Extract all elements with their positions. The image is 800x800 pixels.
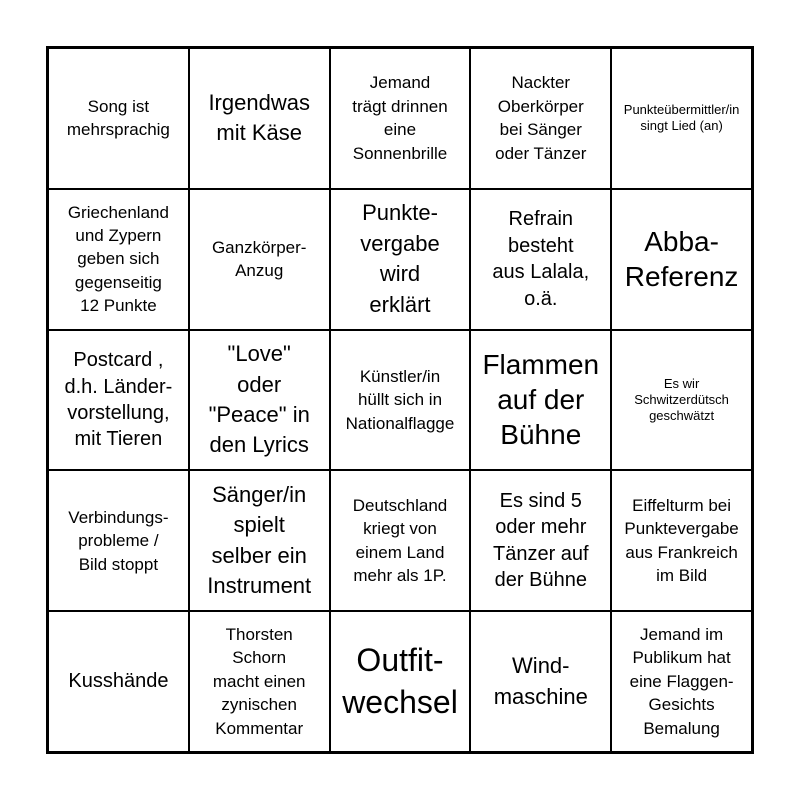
bingo-cell-text: Irgendwas mit Käse [208, 90, 310, 146]
bingo-cell[interactable] [611, 330, 752, 471]
bingo-cell-text: Punkteübermittler/in singt Lied (an) [623, 102, 740, 134]
bingo-cell[interactable] [189, 48, 330, 189]
bingo-cell[interactable] [48, 48, 189, 189]
bingo-cell[interactable] [470, 611, 611, 752]
bingo-cell-text: Ganzkörper- Anzug [211, 237, 307, 281]
bingo-cell[interactable] [189, 470, 330, 611]
bingo-cell[interactable] [611, 48, 752, 189]
bingo-cell[interactable] [189, 611, 330, 752]
bingo-cell-text: Song ist mehrsprachig [66, 96, 170, 140]
bingo-cell-text: Outfit- wechsel [342, 642, 458, 720]
bingo-cell[interactable] [470, 470, 611, 611]
bingo-cell-text: Flammen auf der Bühne [482, 349, 600, 451]
bingo-cell-text: Es sind 5 oder mehr Tänzer auf der Bühne [492, 490, 589, 592]
bingo-cell[interactable] [48, 330, 189, 471]
bingo-cell-text: Abba- Referenz [624, 226, 739, 293]
bingo-cell-text: Sänger/in spielt selber ein Instrument [207, 482, 312, 599]
bingo-cell[interactable] [611, 189, 752, 330]
bingo-cell[interactable] [189, 189, 330, 330]
bingo-cell-text: Wind- maschine [493, 653, 588, 709]
bingo-cell[interactable] [470, 48, 611, 189]
bingo-cell[interactable] [470, 330, 611, 471]
bingo-cell-text: Kusshände [68, 670, 169, 693]
bingo-cell[interactable] [611, 611, 752, 752]
bingo-cell-text: Eiffelturm bei Punktevergabe aus Frankreich im Bild [624, 495, 739, 586]
bingo-cell[interactable] [330, 330, 471, 471]
bingo-cell-text: "Love" oder "Peace" in den Lyrics [208, 341, 310, 458]
bingo-cell[interactable] [48, 470, 189, 611]
bingo-cell-text: Verbindungs- probleme / Bild stoppt [68, 507, 169, 574]
bingo-cell-text: Punkte- vergabe wird erklärt [360, 200, 440, 317]
bingo-cell[interactable] [470, 189, 611, 330]
bingo-cell-text: Griechenland und Zypern geben sich gegenseitig 12 Punkte [67, 202, 169, 316]
bingo-cell-text: Künstler/in hüllt sich in Nationalflagge [345, 366, 455, 433]
bingo-cell[interactable] [330, 611, 471, 752]
bingo-cell-text: Deutschland kriegt von einem Land mehr als 1P. [352, 495, 448, 586]
bingo-cell-text: Nackter Oberkörper bei Sänger oder Tänzer [495, 73, 587, 163]
bingo-cell[interactable] [48, 189, 189, 330]
bingo-cell-text: Postcard , d.h. Länder- vorstellung, mit Tieren [64, 349, 173, 451]
bingo-cell[interactable] [330, 189, 471, 330]
bingo-cell-text: Jemand im Publikum hat eine Flaggen- Gesichts Bemalung [629, 624, 734, 738]
bingo-board [46, 46, 754, 754]
bingo-cell-text: Thorsten Schorn macht einen zynischen Kommentar [212, 624, 306, 738]
bingo-cell-text: Jemand trägt drinnen eine Sonnenbrille [352, 73, 448, 163]
bingo-cell[interactable] [611, 470, 752, 611]
bingo-cell[interactable] [48, 611, 189, 752]
bingo-cell[interactable] [330, 470, 471, 611]
bingo-cell[interactable] [189, 330, 330, 471]
bingo-cell[interactable] [330, 48, 471, 189]
bingo-cell-text: Es wir Schwitzerdütsch geschwätzt [634, 375, 729, 424]
bingo-cell-text: Refrain besteht aus Lalala, o.ä. [492, 208, 590, 310]
